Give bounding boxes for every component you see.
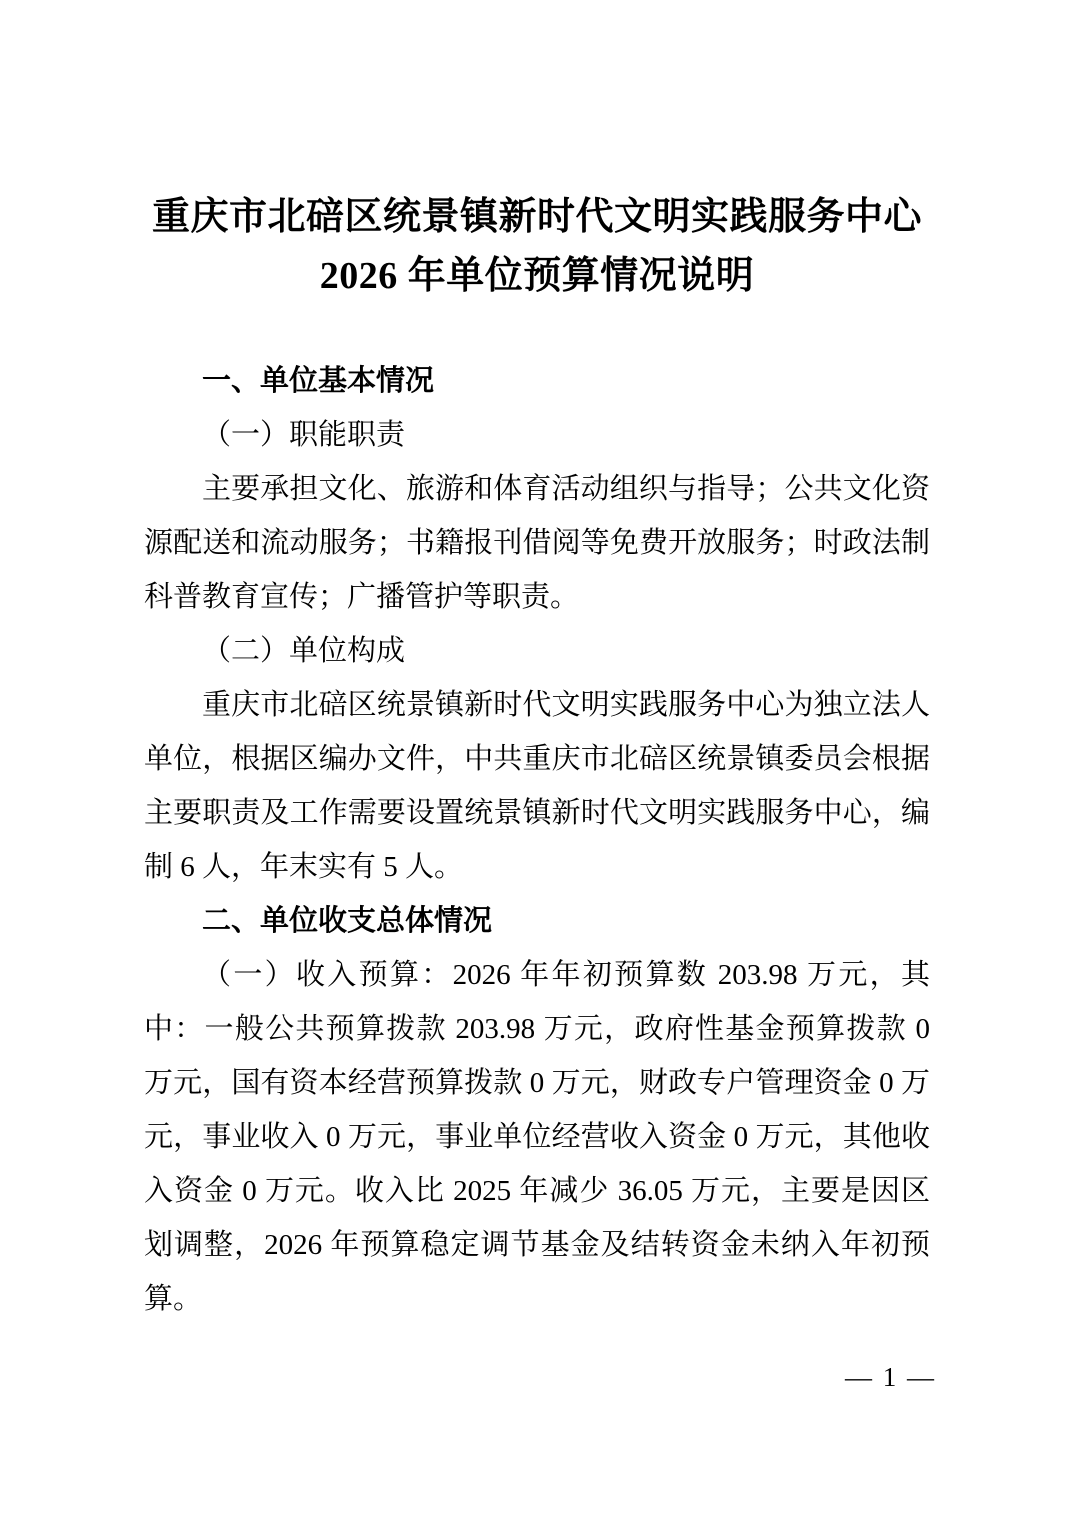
sub-heading-1-2: （二）单位构成 xyxy=(202,635,406,667)
paragraph-revenue-budget: （一）收入预算：2026 年年初预算数 203.98 万元，其中：一般公共预算拨款 203.98 万元，政府性基金预算拨款 0 万元，国有资本经营预算拨款 0 万元，财政专户管理资金 0 万元，事业收入 0 万元，事业单位经营收入资金 0 万元，其他收入资金 0 万元。收入比 2025 年减少 36.05 万元，主要是因区划调整，2026 年预算稳定调节基金及结转资金未纳入年初预算。 xyxy=(144,959,930,1315)
page-number: — 1 — xyxy=(845,1362,936,1392)
document-title xyxy=(144,188,930,306)
section-heading-2: 二、单位收支总体情况 xyxy=(202,905,493,937)
sub-heading-1-1: （一）职能职责 xyxy=(202,419,406,451)
paragraph-duties: 主要承担文化、旅游和体育活动组织与指导；公共文化资源配送和流动服务；书籍报刊借阅等免费开放服务；时政法制科普教育宣传；广播管护等职责。 xyxy=(144,473,930,613)
document-body xyxy=(144,354,930,1326)
paragraph-composition: 重庆市北碚区统景镇新时代文明实践服务中心为独立法人单位，根据区编办文件，中共重庆市北碚区统景镇委员会根据主要职责及工作需要设置统景镇新时代文明实践服务中心，编制 6 人，年末实有 5 人。 xyxy=(144,689,930,883)
document-title-line2: 2026 年单位预算情况说明 xyxy=(319,255,755,297)
section-heading-1: 一、单位基本情况 xyxy=(202,365,435,397)
document-title-line1: 重庆市北碚区统景镇新时代文明实践服务中心 xyxy=(151,196,922,238)
